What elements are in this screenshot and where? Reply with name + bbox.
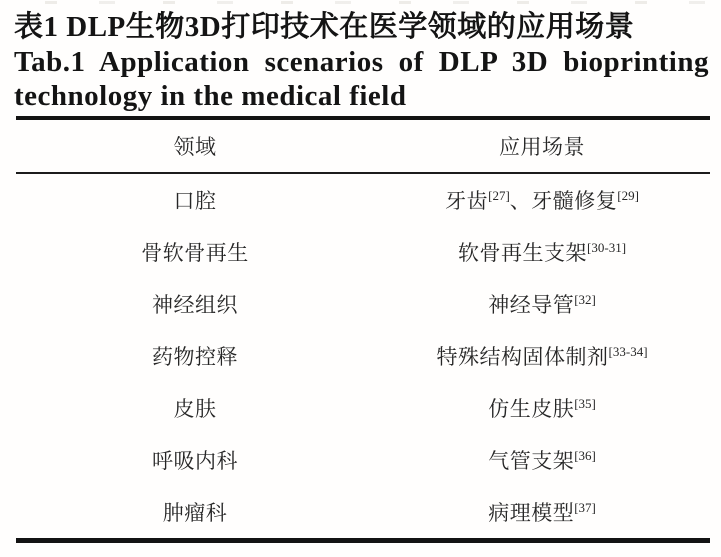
application-scenarios-table — [16, 116, 710, 543]
table-title-en-line1: Tab.1 Application scenarios of DLP 3D bioprinting — [14, 46, 709, 78]
scenario-cell: 病理模型[37] — [488, 500, 596, 525]
table-row — [16, 226, 710, 278]
table-title-zh: 表1 DLP生物3D打印技术在医学领域的应用场景 — [14, 11, 635, 43]
table-title-en-line2: technology in the medical field — [14, 80, 407, 112]
field-cell: 呼吸内科 — [152, 449, 239, 473]
scenario-cell: 特殊结构固体制剂[33-34] — [436, 344, 648, 369]
citation-ref: [37] — [574, 500, 596, 515]
field-cell: 骨软骨再生 — [141, 241, 249, 265]
header-scenario: 应用场景 — [499, 135, 586, 159]
cropped-text-artifacts — [45, 1, 709, 4]
citation-ref: [30-31] — [587, 240, 627, 255]
scenario-cell: 气管支架[36] — [488, 448, 596, 473]
citation-ref: [33-34] — [608, 344, 648, 359]
citation-ref: [29] — [617, 188, 639, 203]
scenario-cell: 仿生皮肤[35] — [488, 396, 596, 421]
citation-ref: [32] — [574, 292, 596, 307]
field-cell: 药物控释 — [152, 345, 239, 369]
table-row — [16, 330, 710, 382]
citation-ref: [35] — [574, 396, 596, 411]
scenario-cell: 牙齿[27]、牙髓修复[29] — [445, 188, 639, 213]
table-row — [16, 278, 710, 330]
table-row — [16, 434, 710, 486]
table-row — [16, 173, 710, 226]
field-cell: 口腔 — [173, 189, 217, 213]
scenario-cell: 神经导管[32] — [488, 292, 596, 317]
field-cell: 肿瘤科 — [162, 501, 228, 525]
field-cell: 神经组织 — [152, 293, 239, 317]
citation-ref: [36] — [574, 448, 596, 463]
table-header-row — [16, 118, 710, 173]
table-row — [16, 486, 710, 541]
field-cell: 皮肤 — [173, 397, 217, 421]
scenario-cell: 软骨再生支架[30-31] — [458, 240, 627, 265]
table-row — [16, 382, 710, 434]
citation-ref: [27] — [488, 188, 510, 203]
header-field: 领域 — [173, 135, 217, 159]
